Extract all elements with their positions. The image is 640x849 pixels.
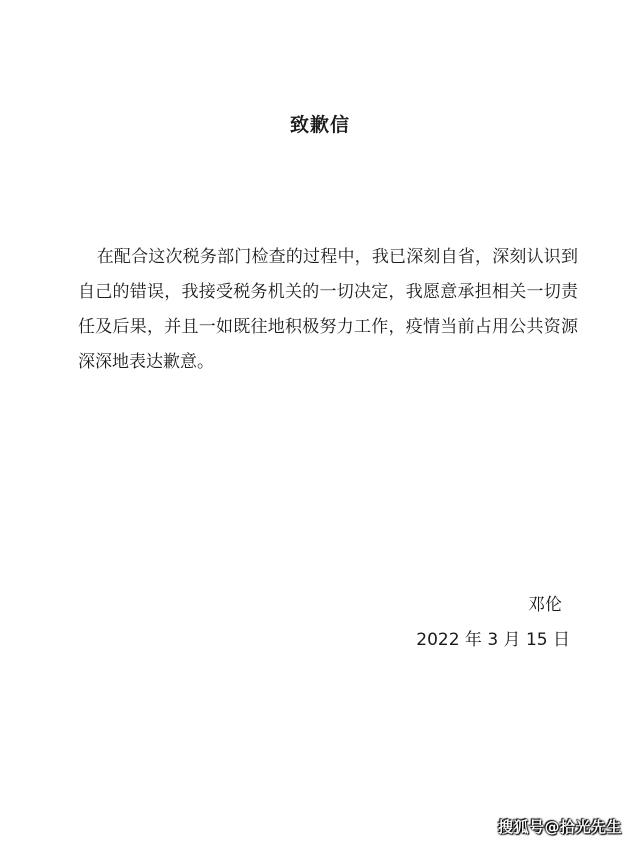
letter-signature: 邓伦 — [528, 595, 562, 615]
letter-body: 在配合这次税务部门检查的过程中，我已深刻自省，深刻认识到自己的错误，我接受税务机关的一切决定，我愿意承担相关一切责任及后果，并且一如既往地积极努力工作，疫情当前占用公共资源深深地表达歉意。 — [78, 247, 578, 372]
letter-title: 致歉信 — [289, 114, 350, 136]
watermark: 搜狐号@拾光先生 — [497, 818, 622, 836]
letter-date: 2022 年 3 月 15 日 — [416, 630, 570, 650]
